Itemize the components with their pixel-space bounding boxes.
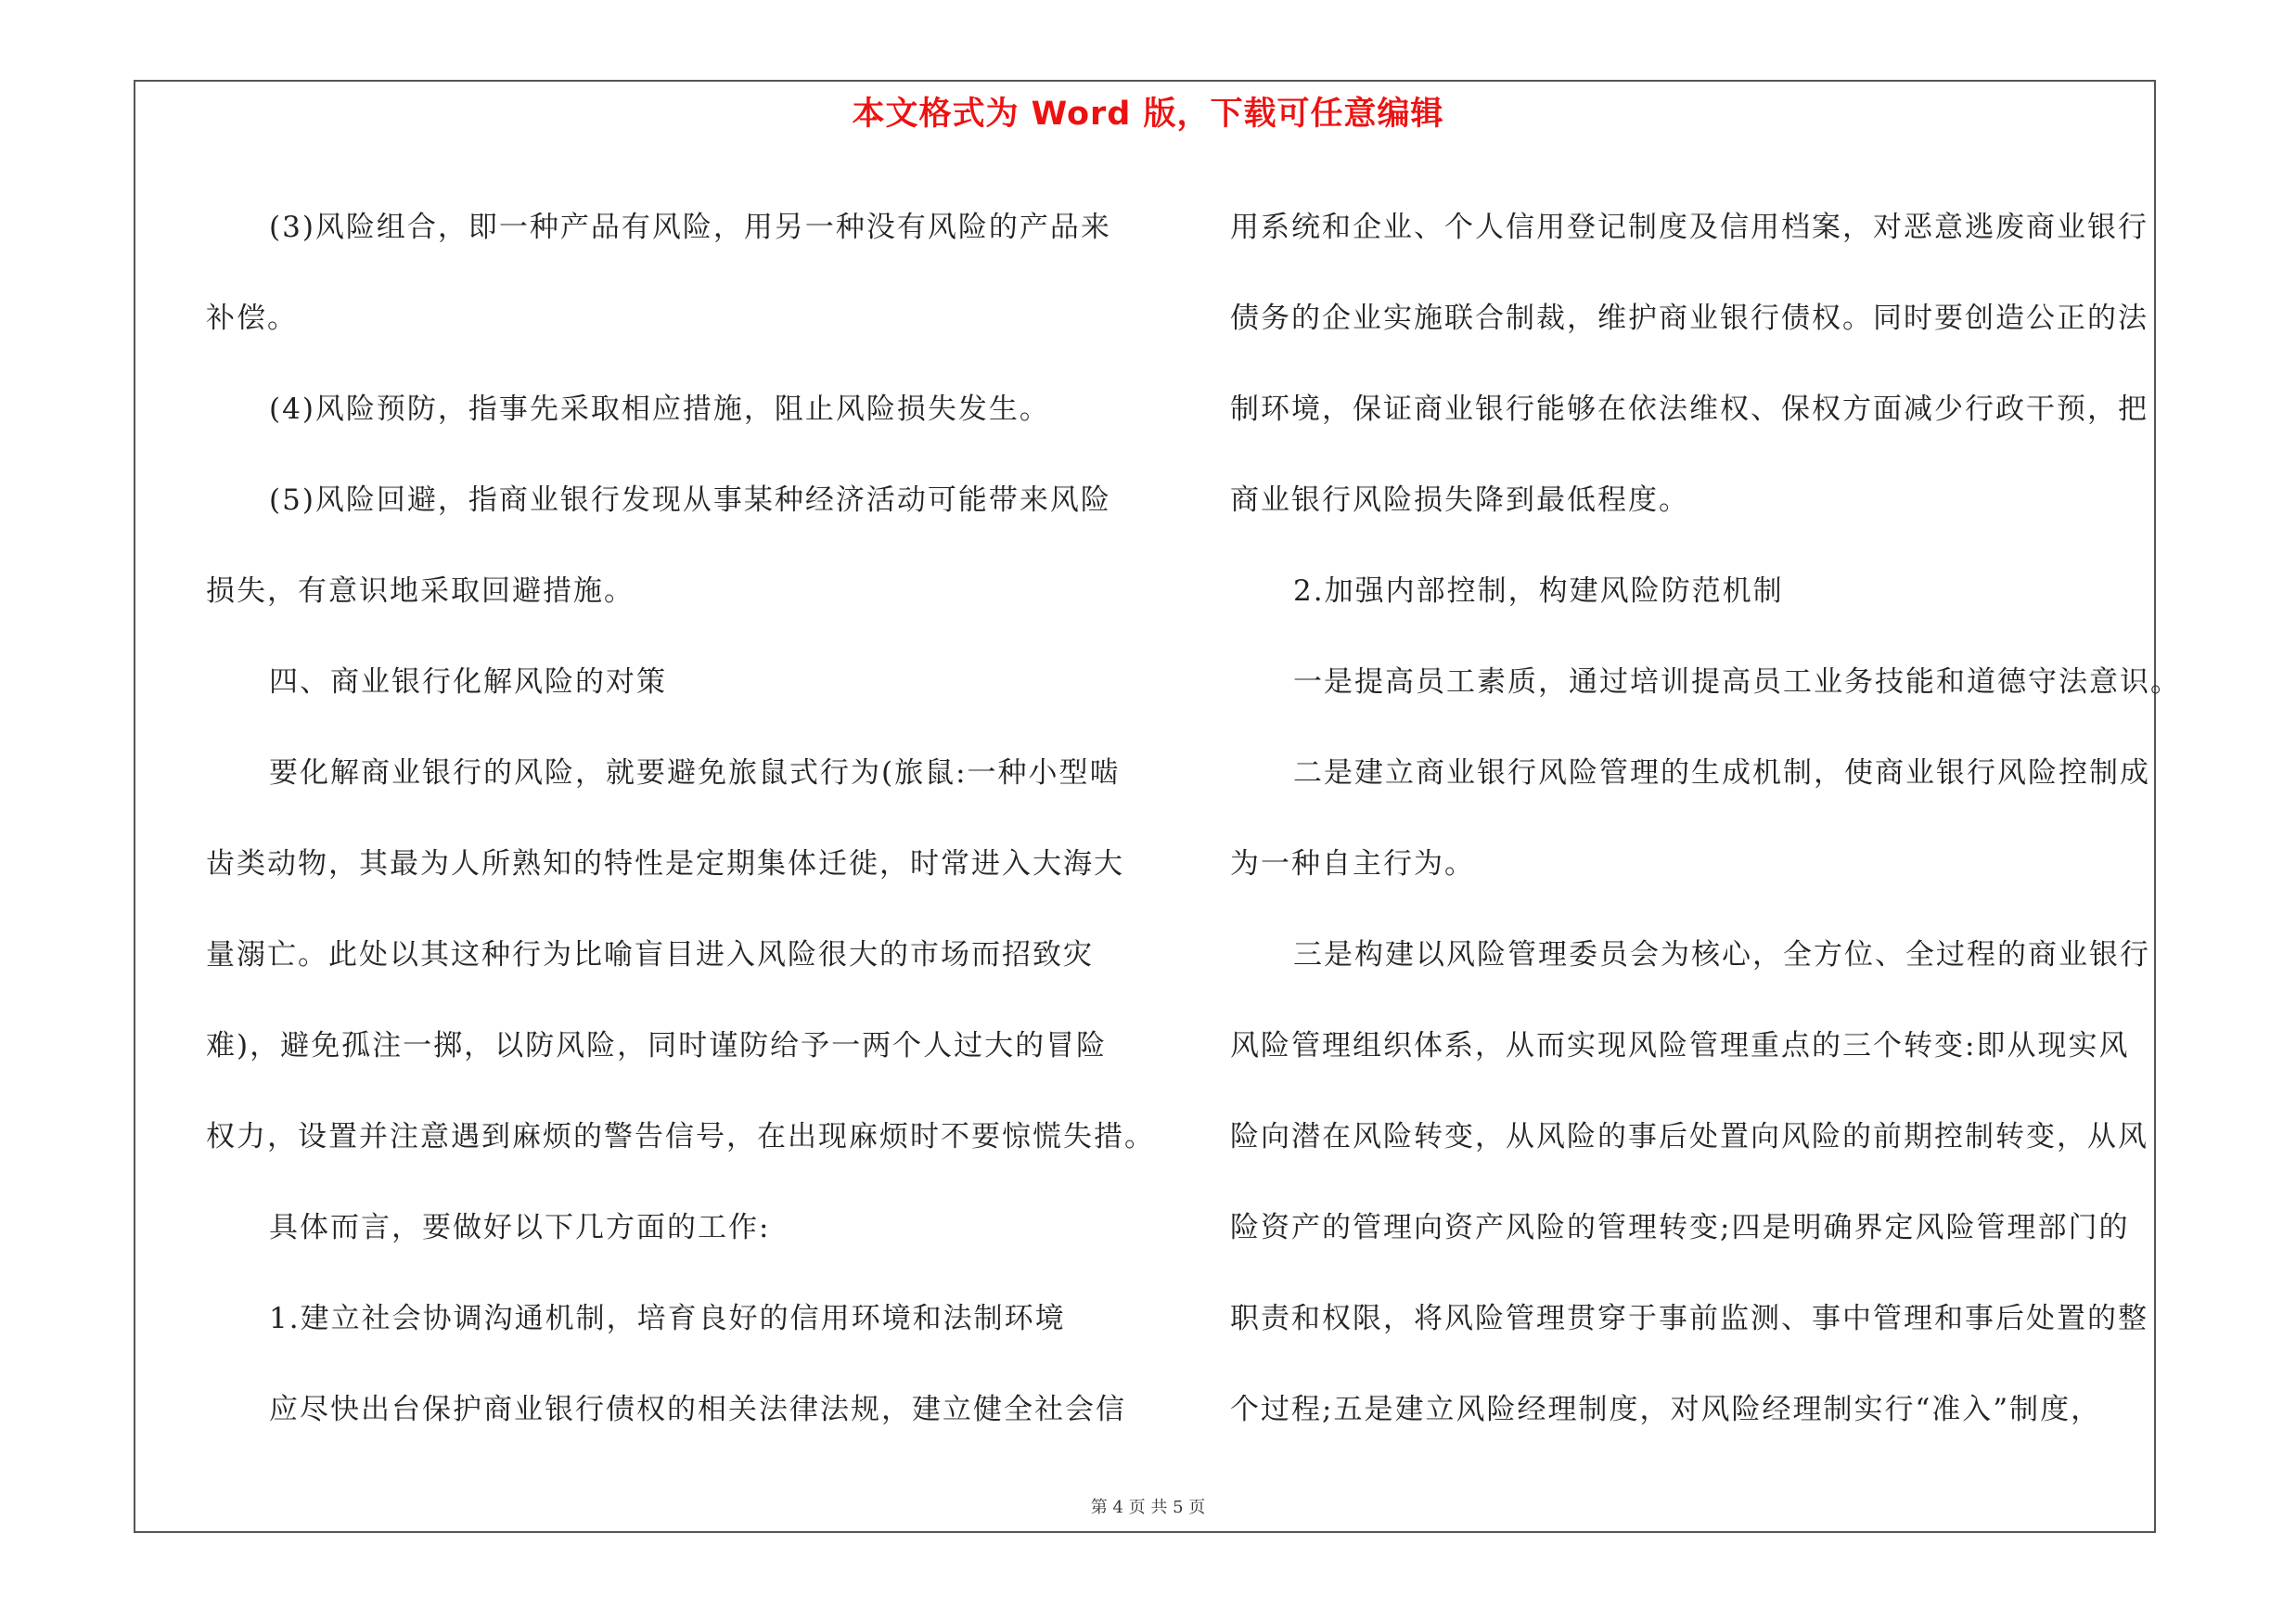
right-column-line: 商业银行风险损失降到最低程度。 [1230, 483, 1689, 517]
left-column-line: (5)风险回避，指商业银行发现从事某种经济活动可能带来风险 [269, 483, 1111, 517]
right-column-line: 用系统和企业、个人信用登记制度及信用档案，对恶意逃废商业银行 [1230, 211, 2148, 244]
left-column-line: 要化解商业银行的风险，就要避免旅鼠式行为(旅鼠:一种小型啮 [269, 756, 1121, 790]
right-column-line: 职责和权限，将风险管理贯穿于事前监测、事中管理和事后处置的整 [1230, 1302, 2148, 1335]
left-column-line: 补偿。 [206, 302, 298, 335]
left-column-line: 应尽快出台保护商业银行债权的相关法律法规，建立健全社会信 [269, 1393, 1126, 1426]
format-notice-banner: 本文格式为 Word 版，下载可任意编辑 [852, 96, 1444, 133]
right-column-line: 二是建立商业银行风险管理的生成机制，使商业银行风险控制成 [1293, 756, 2150, 790]
left-text-column [206, 182, 1155, 1455]
left-column-line: 权力，设置并注意遇到麻烦的警告信号，在出现麻烦时不要惊慌失措。 [206, 1120, 1155, 1153]
left-column-line: 难)，避免孤注一掷，以防风险，同时谨防给予一两个人过大的冒险 [206, 1029, 1108, 1063]
left-column-line: 1.建立社会协调沟通机制，培育良好的信用环境和法制环境 [269, 1302, 1066, 1335]
left-column-line: 具体而言，要做好以下几方面的工作: [269, 1211, 771, 1244]
left-column-line: 量溺亡。此处以其这种行为比喻盲目进入风险很大的市场而招致灾 [206, 938, 1094, 972]
right-column-line: 风险管理组织体系，从而实现风险管理重点的三个转变:即从现实风 [1230, 1029, 2130, 1063]
right-column-line: 个过程;五是建立风险经理制度，对风险经理制实行“准入”制度， [1230, 1393, 2102, 1426]
right-column-line: 险向潜在风险转变，从风险的事后处置向风险的前期控制转变，从风 [1230, 1120, 2148, 1153]
page-number-footer: 第 4 页 共 5 页 [1090, 1498, 1206, 1517]
right-column-line: 债务的企业实施联合制裁，维护商业银行债权。同时要创造公正的法 [1230, 302, 2148, 335]
right-text-column [1230, 182, 2181, 1455]
left-column-line: 齿类动物，其最为人所熟知的特性是定期集体迁徙，时常进入大海大 [206, 847, 1124, 881]
left-column-line: 损失，有意识地采取回避措施。 [206, 574, 635, 608]
right-column-line: 制环境，保证商业银行能够在依法维权、保权方面减少行政干预，把 [1230, 393, 2148, 426]
left-column-line: (4)风险预防，指事先采取相应措施，阻止风险损失发生。 [269, 393, 1050, 426]
right-column-line: 2.加强内部控制，构建风险防范机制 [1293, 574, 1784, 608]
right-column-line: 险资产的管理向资产风险的管理转变;四是明确界定风险管理部门的 [1230, 1211, 2130, 1244]
left-column-line: (3)风险组合，即一种产品有风险，用另一种没有风险的产品来 [269, 211, 1111, 244]
left-column-line: 四、商业银行化解风险的对策 [269, 665, 667, 699]
right-column-line: 为一种自主行为。 [1230, 847, 1475, 881]
right-column-line: 三是构建以风险管理委员会为核心，全方位、全过程的商业银行 [1293, 938, 2150, 972]
right-column-line: 一是提高员工素质，通过培训提高员工业务技能和道德守法意识。 [1293, 665, 2181, 699]
